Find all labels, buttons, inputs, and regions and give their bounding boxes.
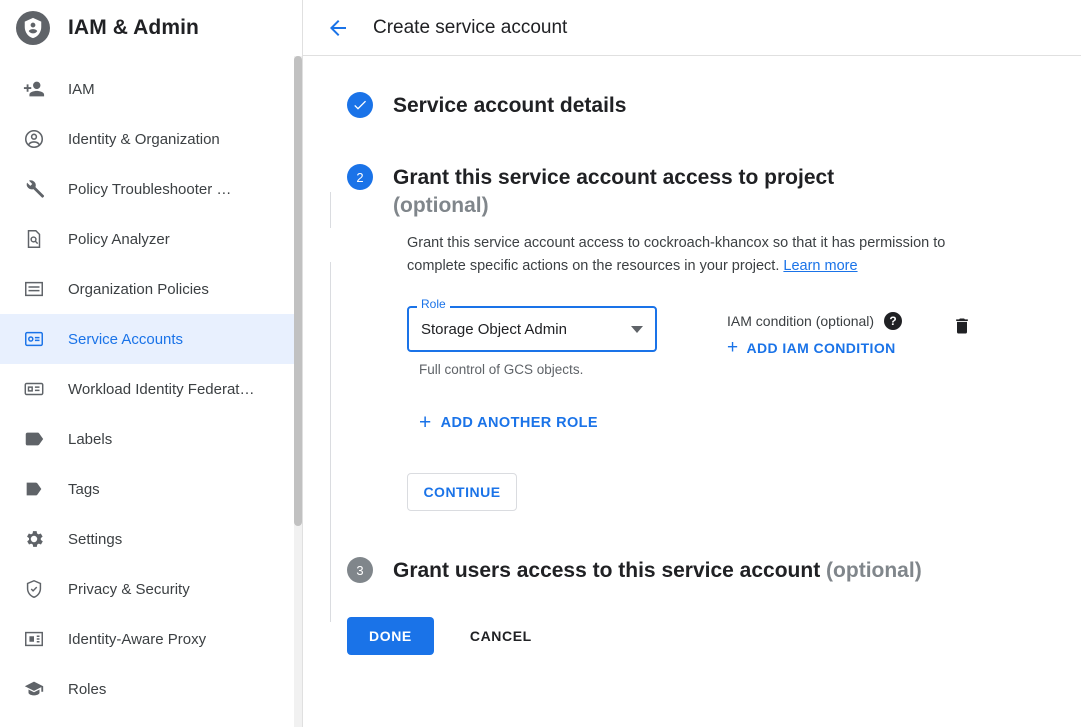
shield-person-icon	[16, 11, 50, 45]
sidebar-item-label: Workload Identity Federat…	[68, 380, 255, 398]
step-rail-2	[330, 262, 331, 622]
sidebar-item-label: Policy Analyzer	[68, 230, 170, 248]
step-2-title	[393, 164, 834, 220]
role-row	[407, 297, 1081, 377]
sidebar-item-label: Organization Policies	[68, 280, 209, 298]
step-3-marker	[333, 557, 393, 583]
role-helper-text: Full control of GCS objects.	[419, 362, 584, 377]
main-panel	[303, 0, 1081, 727]
tag-icon	[22, 477, 46, 501]
main-header	[303, 0, 1081, 56]
iam-condition-column	[727, 306, 902, 356]
wrench-icon	[22, 177, 46, 201]
step-2-description	[407, 232, 1007, 278]
id-card-icon	[22, 377, 46, 401]
done-button[interactable]: DONE	[347, 617, 434, 655]
sidebar-item-label: Identity & Organization	[68, 130, 220, 148]
step-3-title	[393, 557, 922, 585]
check-icon	[347, 92, 373, 118]
step-2-body	[393, 220, 1081, 511]
gear-icon	[22, 527, 46, 551]
sidebar-item-organization-policies[interactable]	[0, 264, 302, 314]
sidebar-item-label: Tags	[68, 480, 100, 498]
sidebar-scrollbar-thumb[interactable]	[294, 56, 302, 526]
sidebar-item-label: Roles	[68, 680, 107, 698]
step-1-title: Service account details	[393, 94, 627, 117]
sidebar-item-label: Service Accounts	[68, 330, 184, 348]
step-2-title-text: Grant this service account access to project	[393, 166, 835, 189]
sidebar-item-label: Privacy & Security	[68, 580, 190, 598]
step-3-grant-users-access[interactable]	[333, 557, 1081, 585]
sidebar-item-label: Identity-Aware Proxy	[68, 630, 207, 648]
page-title: IAM & Admin	[68, 16, 199, 39]
learn-more-link[interactable]: Learn more	[783, 258, 858, 274]
sidebar-item-workload-identity-federation[interactable]	[0, 364, 302, 414]
sidebar-item-labels[interactable]	[0, 414, 302, 464]
role-select[interactable]	[407, 306, 657, 352]
sidebar-item-roles[interactable]	[0, 664, 302, 714]
add-another-role-label: ADD ANOTHER ROLE	[440, 415, 598, 431]
cancel-button[interactable]: CANCEL	[458, 617, 544, 655]
person-add-icon	[22, 77, 46, 101]
sidebar-header	[0, 0, 302, 56]
add-another-role-button[interactable]	[419, 411, 1081, 434]
shield-check-icon	[22, 577, 46, 601]
step-2-description-text: Grant this service account access to cockroach-khancox so that it has permission to complete specific actions on the resources in your project.	[407, 235, 946, 274]
sidebar-item-iam[interactable]	[0, 64, 302, 114]
sidebar-item-label: Labels	[68, 430, 113, 448]
document-search-icon	[22, 227, 46, 251]
label-icon	[22, 427, 46, 451]
step-1-service-account-details[interactable]	[333, 92, 1081, 120]
step-2-optional-text: (optional)	[393, 194, 489, 217]
sidebar-item-policy-analyzer[interactable]	[0, 214, 302, 264]
wizard-content	[303, 56, 1081, 655]
continue-button[interactable]: CONTINUE	[407, 473, 517, 511]
step-2-grant-access	[333, 164, 1081, 220]
role-select-wrapper	[407, 297, 657, 377]
step-2-number: 2	[347, 164, 373, 190]
plus-icon: +	[419, 411, 432, 434]
sidebar-item-service-accounts[interactable]	[0, 314, 302, 364]
sidebar-item-label: IAM	[68, 80, 95, 98]
iam-condition-label: IAM condition (optional)	[727, 313, 875, 329]
step-3-number: 3	[347, 557, 373, 583]
role-field-label: Role	[417, 297, 450, 311]
sidebar-item-identity-aware-proxy[interactable]	[0, 614, 302, 664]
plus-icon: +	[727, 337, 739, 358]
roles-hat-icon	[22, 677, 46, 701]
sidebar-nav	[0, 56, 302, 714]
sidebar-item-identity-organization[interactable]	[0, 114, 302, 164]
sidebar-item-tags[interactable]	[0, 464, 302, 514]
wizard-footer	[347, 617, 1081, 655]
add-iam-condition-label: ADD IAM CONDITION	[746, 340, 896, 356]
sidebar-item-label: Settings	[68, 530, 123, 548]
chevron-down-icon	[631, 326, 643, 333]
main-title: Create service account	[373, 16, 568, 38]
step-2-marker	[333, 164, 393, 190]
proxy-icon	[22, 627, 46, 651]
step-3-optional-text: (optional)	[826, 559, 922, 582]
step-3-title-text: Grant users access to this service account	[393, 559, 821, 582]
add-iam-condition-button[interactable]	[727, 337, 902, 358]
service-account-icon	[22, 327, 46, 351]
arrow-left-icon[interactable]	[325, 15, 351, 41]
list-card-icon	[22, 277, 46, 301]
iam-condition-label-row	[727, 312, 902, 330]
sidebar-item-settings[interactable]	[0, 514, 302, 564]
account-circle-icon	[22, 127, 46, 151]
sidebar-item-privacy-security[interactable]	[0, 564, 302, 614]
step-1-marker	[333, 92, 393, 118]
role-select-value: Storage Object Admin	[421, 320, 567, 338]
sidebar-item-label: Policy Troubleshooter …	[68, 180, 232, 198]
step-rail-1	[330, 192, 331, 228]
trash-icon[interactable]	[950, 314, 974, 338]
help-icon[interactable]: ?	[884, 312, 902, 330]
sidebar	[0, 0, 303, 727]
sidebar-item-policy-troubleshooter[interactable]	[0, 164, 302, 214]
